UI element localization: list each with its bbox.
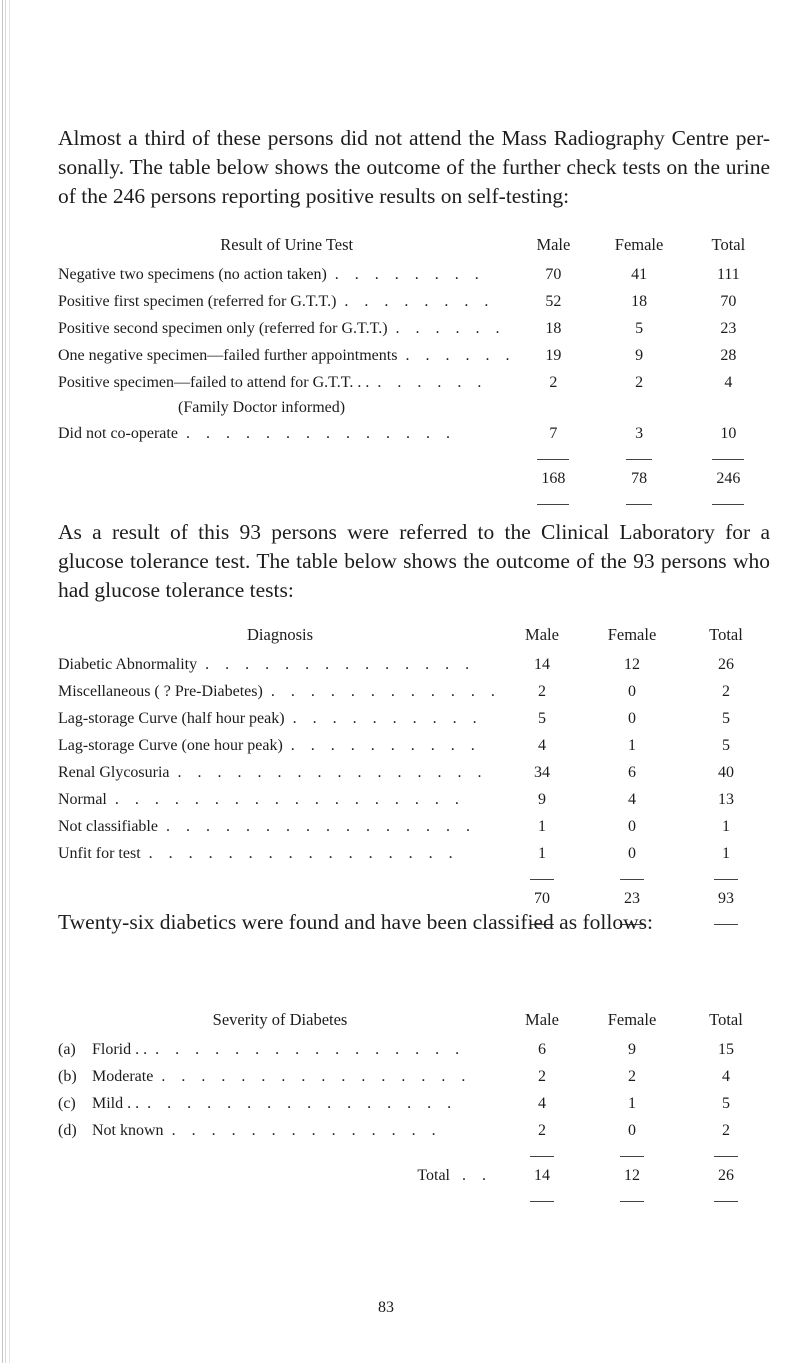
sum-rule: [530, 879, 554, 880]
total-label: Total: [417, 1166, 450, 1184]
sum-rule-row: [58, 867, 770, 885]
row-note: (Family Doctor informed): [178, 399, 346, 416]
row-letter: (c): [58, 1094, 76, 1112]
column-header-female: Female: [607, 1010, 657, 1029]
row-label: Did not co-operate: [58, 425, 182, 442]
table-header-row: [58, 229, 770, 261]
cell-total: 4: [724, 373, 733, 391]
table-row: [58, 651, 770, 678]
cell-female: 0: [628, 817, 636, 835]
sum-rule: [714, 1156, 738, 1157]
column-header-severity: Severity of Diabetes: [212, 1010, 348, 1029]
diagnosis-table: [58, 619, 770, 930]
row-label: Normal: [58, 791, 111, 808]
table-row: [58, 420, 770, 447]
column-header-male: Male: [536, 235, 571, 254]
leader-dots: . . . . . . . . . .: [292, 709, 483, 727]
sum-rule: [714, 924, 738, 925]
row-label: Negative two specimens (no action taken): [58, 266, 331, 283]
cell-male: 6: [538, 1040, 546, 1058]
row-label: Positive specimen—failed to attend for G.T.T. . .: [58, 374, 373, 391]
sum-rule: [530, 1201, 554, 1202]
leader-dots: . . . . . .: [377, 373, 488, 391]
totals-row: [58, 465, 770, 492]
total-male: 70: [534, 889, 550, 907]
cell-total: 13: [718, 790, 734, 808]
leader-dots: . . . . . . . . . . . . . . . . . .: [114, 790, 465, 808]
table-row: [58, 288, 770, 315]
cell-male: 70: [545, 265, 562, 283]
cell-female: 0: [628, 1121, 636, 1139]
table-row: [58, 315, 770, 342]
leader-dots: . . . . . . . . . . . . . .: [205, 655, 476, 673]
column-header-male: Male: [525, 625, 559, 644]
cell-total: 5: [722, 736, 730, 754]
column-header-result: Result of Urine Test: [220, 235, 354, 254]
total-female: 12: [624, 1166, 640, 1184]
page-edge-line: [5, 0, 6, 1363]
sum-rule-row: [58, 447, 770, 465]
cell-female: 1: [628, 736, 636, 754]
cell-total: 2: [722, 682, 730, 700]
cell-total: 28: [720, 346, 737, 364]
cell-male: 4: [538, 1094, 546, 1112]
diabetics-paragraph: Twenty-six diabetics were found and have been classified as follows:: [58, 910, 653, 934]
cell-male: 1: [538, 817, 546, 835]
leader-dots: . . . . . . . . . . . . . . . .: [165, 817, 476, 835]
sum-rule-row: [58, 1189, 770, 1207]
row-label: Moderate: [92, 1068, 157, 1085]
cell-total: 26: [718, 655, 734, 673]
sum-rule: [626, 459, 652, 460]
cell-female: 9: [635, 346, 644, 364]
urine-test-table: [58, 229, 770, 510]
total-male: 168: [541, 469, 566, 487]
leader-dots: . . . . . . . . . . . . . . . .: [177, 763, 488, 781]
cell-total: 15: [718, 1040, 734, 1058]
sum-rule-row: [58, 492, 770, 510]
leader-dots: . . . . . .: [405, 346, 516, 364]
cell-female: 0: [628, 709, 636, 727]
cell-female: 18: [631, 292, 648, 310]
column-header-total: Total: [711, 235, 746, 254]
row-label: Mild . .: [92, 1095, 143, 1112]
table-row: [58, 1090, 770, 1117]
leader-dots: . . . . . . . . . . . . . . . .: [155, 1040, 466, 1058]
cell-male: 18: [545, 319, 562, 337]
leader-dots: . . . . . . . . . .: [290, 736, 481, 754]
row-label: Renal Glycosuria: [58, 764, 174, 781]
leader-dots: . .: [462, 1166, 492, 1184]
sum-rule: [537, 459, 569, 460]
cell-female: 12: [624, 655, 640, 673]
column-header-female: Female: [614, 235, 664, 254]
cell-total: 1: [722, 844, 730, 862]
cell-male: 9: [538, 790, 546, 808]
row-letter: (d): [58, 1121, 77, 1139]
row-label: Positive second specimen only (referred for G.T.T.): [58, 320, 392, 337]
total-total: 26: [718, 1166, 734, 1184]
total-male: 14: [534, 1166, 550, 1184]
cell-male: 2: [538, 682, 546, 700]
leader-dots: . . . . . . . . . . . . . .: [185, 424, 456, 442]
row-label: Miscellaneous ( ? Pre-Diabetes): [58, 683, 267, 700]
leader-dots: . . . . . . . . . . . . . . . .: [147, 1094, 458, 1112]
cell-total: 5: [722, 1094, 730, 1112]
cell-female: 1: [628, 1094, 636, 1112]
leader-dots: . . . . . . . .: [344, 292, 495, 310]
sum-rule: [620, 1201, 644, 1202]
leader-dots: . . . . . .: [395, 319, 506, 337]
cell-male: 14: [534, 655, 550, 673]
cell-male: 2: [538, 1067, 546, 1085]
table-note-row: [58, 396, 770, 420]
cell-male: 4: [538, 736, 546, 754]
table-row: [58, 759, 770, 786]
table-row: [58, 261, 770, 288]
cell-female: 2: [635, 373, 644, 391]
row-label: Not known: [92, 1122, 168, 1139]
cell-female: 9: [628, 1040, 636, 1058]
cell-total: 1: [722, 817, 730, 835]
sum-rule: [620, 879, 644, 880]
cell-total: 4: [722, 1067, 730, 1085]
cell-male: 5: [538, 709, 546, 727]
leader-dots: . . . . . . . . . . . . . . . .: [161, 1067, 472, 1085]
table-row: [58, 1036, 770, 1063]
column-header-male: Male: [525, 1010, 559, 1029]
row-label: Lag-storage Curve (half hour peak): [58, 710, 289, 727]
row-label: Diabetic Abnormality: [58, 656, 201, 673]
cell-female: 3: [635, 424, 644, 442]
cell-female: 5: [635, 319, 644, 337]
row-label: Florid . .: [92, 1041, 151, 1058]
sum-rule: [712, 504, 744, 505]
cell-total: 111: [716, 265, 740, 283]
cell-total: 5: [722, 709, 730, 727]
cell-total: 70: [720, 292, 737, 310]
row-letter: (a): [58, 1040, 76, 1058]
sum-rule: [620, 1156, 644, 1157]
totals-row: [58, 1162, 770, 1189]
row-label: One negative specimen—failed further appointments: [58, 347, 401, 364]
column-header-total: Total: [709, 625, 743, 644]
cell-male: 19: [545, 346, 562, 364]
total-total: 246: [716, 469, 741, 487]
table-row: [58, 732, 770, 759]
cell-total: 40: [718, 763, 734, 781]
leader-dots: . . . . . . . .: [334, 265, 485, 283]
row-label: Not classifiable: [58, 818, 162, 835]
cell-male: 2: [549, 373, 558, 391]
table-header-row: [58, 1004, 770, 1036]
page-edge-line: [9, 0, 10, 1363]
table-row: [58, 678, 770, 705]
sum-rule: [530, 1156, 554, 1157]
cell-total: 2: [722, 1121, 730, 1139]
row-label: Lag-storage Curve (one hour peak): [58, 737, 287, 754]
row-letter: (b): [58, 1067, 77, 1085]
cell-female: 4: [628, 790, 636, 808]
sum-rule: [714, 879, 738, 880]
total-female: 78: [631, 469, 648, 487]
cell-female: 6: [628, 763, 636, 781]
glucose-paragraph: As a result of this 93 persons were referred to the Clinical Laboratory for a glucose tolerance test. The table below shows the outcome of the 93 persons who had glucose tolerance tests:: [58, 520, 770, 602]
column-header-female: Female: [607, 625, 657, 644]
table-row: [58, 705, 770, 732]
cell-male: 2: [538, 1121, 546, 1139]
table-row: [58, 786, 770, 813]
page-edge-line: [2, 0, 3, 1363]
cell-female: 41: [631, 265, 648, 283]
cell-male: 7: [549, 424, 558, 442]
column-header-total: Total: [709, 1010, 743, 1029]
cell-male: 52: [545, 292, 562, 310]
cell-total: 23: [720, 319, 737, 337]
page-number: 83: [378, 1299, 394, 1316]
table-row: [58, 1063, 770, 1090]
leader-dots: . . . . . . . . . . . . . .: [171, 1121, 442, 1139]
leader-dots: . . . . . . . . . . . .: [270, 682, 501, 700]
severity-table: [58, 1004, 770, 1207]
sum-rule: [712, 459, 744, 460]
table-row: [58, 840, 770, 867]
column-header-diagnosis: Diagnosis: [247, 625, 313, 644]
table-row: [58, 813, 770, 840]
cell-total: 10: [720, 424, 737, 442]
sum-rule: [537, 504, 569, 505]
leader-dots: . . . . . . . . . . . . . . . .: [148, 844, 459, 862]
total-total: 93: [718, 889, 734, 907]
intro-paragraph: Almost a third of these persons did not attend the Mass Radiography Centre per- sonally. The table below shows the outcome of the further check tests on the urine of the 246 persons reporting positive results on self-testing:: [58, 126, 770, 208]
sum-rule: [714, 1201, 738, 1202]
table-row: [58, 342, 770, 369]
sum-rule-row: [58, 1144, 770, 1162]
table-header-row: [58, 619, 770, 651]
cell-female: 2: [628, 1067, 636, 1085]
sum-rule: [626, 504, 652, 505]
total-female: 23: [624, 889, 640, 907]
cell-male: 34: [534, 763, 550, 781]
row-label: Positive first specimen (referred for G.T.T.): [58, 293, 340, 310]
table-row: [58, 1117, 770, 1144]
row-label: Unfit for test: [58, 845, 145, 862]
table-row: [58, 369, 770, 396]
cell-male: 1: [538, 844, 546, 862]
cell-female: 0: [628, 844, 636, 862]
cell-female: 0: [628, 682, 636, 700]
